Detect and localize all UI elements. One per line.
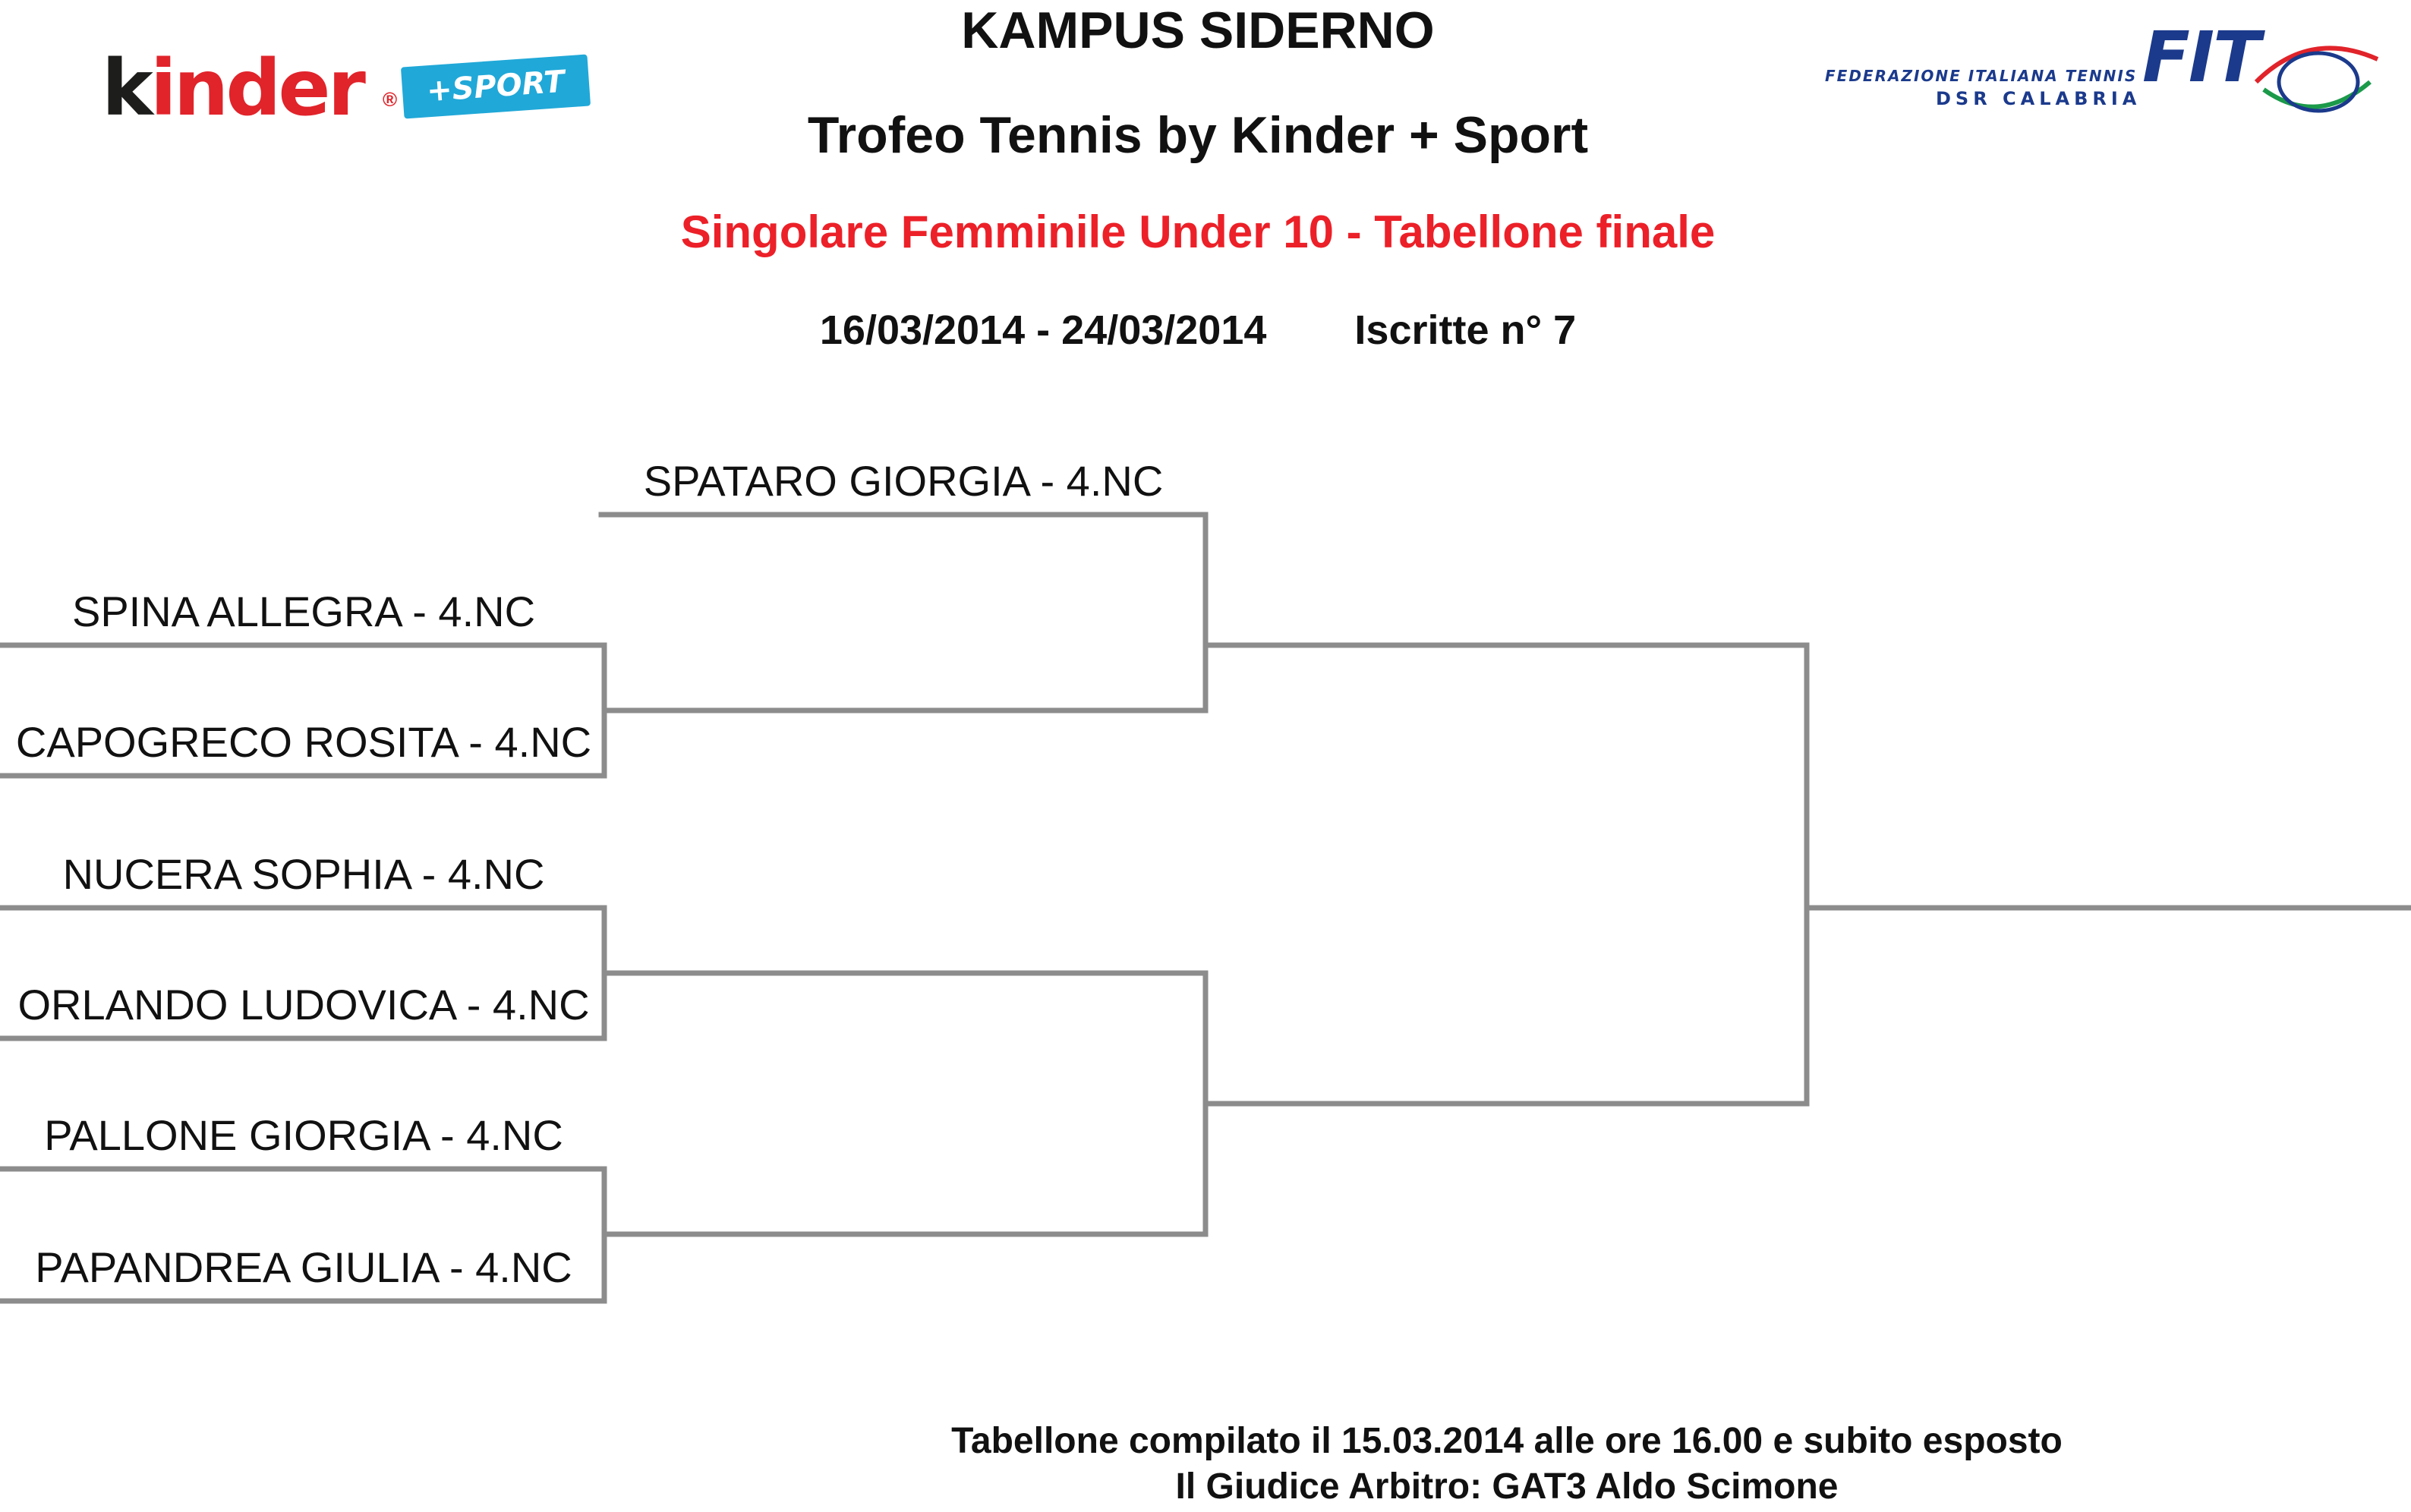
referee-note: Il Giudice Arbitro: GAT3 Aldo Scimone <box>1175 1466 1839 1507</box>
bracket-slot-4: ORLANDO LUDOVICA - 4.NC <box>17 981 590 1028</box>
bracket-slot-6: PAPANDREA GIULIA - 4.NC <box>35 1243 572 1291</box>
bracket-slot-5: PALLONE GIORGIA - 4.NC <box>44 1111 563 1159</box>
page-title: KAMPUS SIDERNO <box>961 2 1435 59</box>
bracket-slot-3: NUCERA SOPHIA - 4.NC <box>62 850 545 898</box>
entries-count: Iscritte n° 7 <box>1354 307 1577 353</box>
sport-badge: +SPORT <box>401 55 591 119</box>
registered-mark-icon: ® <box>383 88 398 111</box>
tournament-dates: 16/03/2014 - 24/03/2014 <box>819 307 1267 353</box>
bracket-slot-1: SPINA ALLEGRA - 4.NC <box>71 587 536 635</box>
draw-category: Singolare Femminile Under 10 - Tabellone finale <box>680 206 1716 257</box>
fit-wordmark: FIT <box>2142 17 2259 98</box>
draw-compiled-note: Tabellone compilato il 15.03.2014 alle ore 16.00 e subito esposto <box>951 1421 2063 1461</box>
kinder-wordmark: kinder <box>102 43 363 134</box>
tournament-name: Trofeo Tennis by Kinder + Sport <box>807 106 1589 164</box>
bracket-slot-bye: SPATARO GIORGIA - 4.NC <box>643 457 1164 505</box>
bracket-slot-2: CAPOGRECO ROSITA - 4.NC <box>15 718 592 766</box>
fit-region-text: DSR CALABRIA <box>1936 88 2142 109</box>
fit-federation-text: FEDERAZIONE ITALIANA TENNIS <box>1825 67 2138 85</box>
